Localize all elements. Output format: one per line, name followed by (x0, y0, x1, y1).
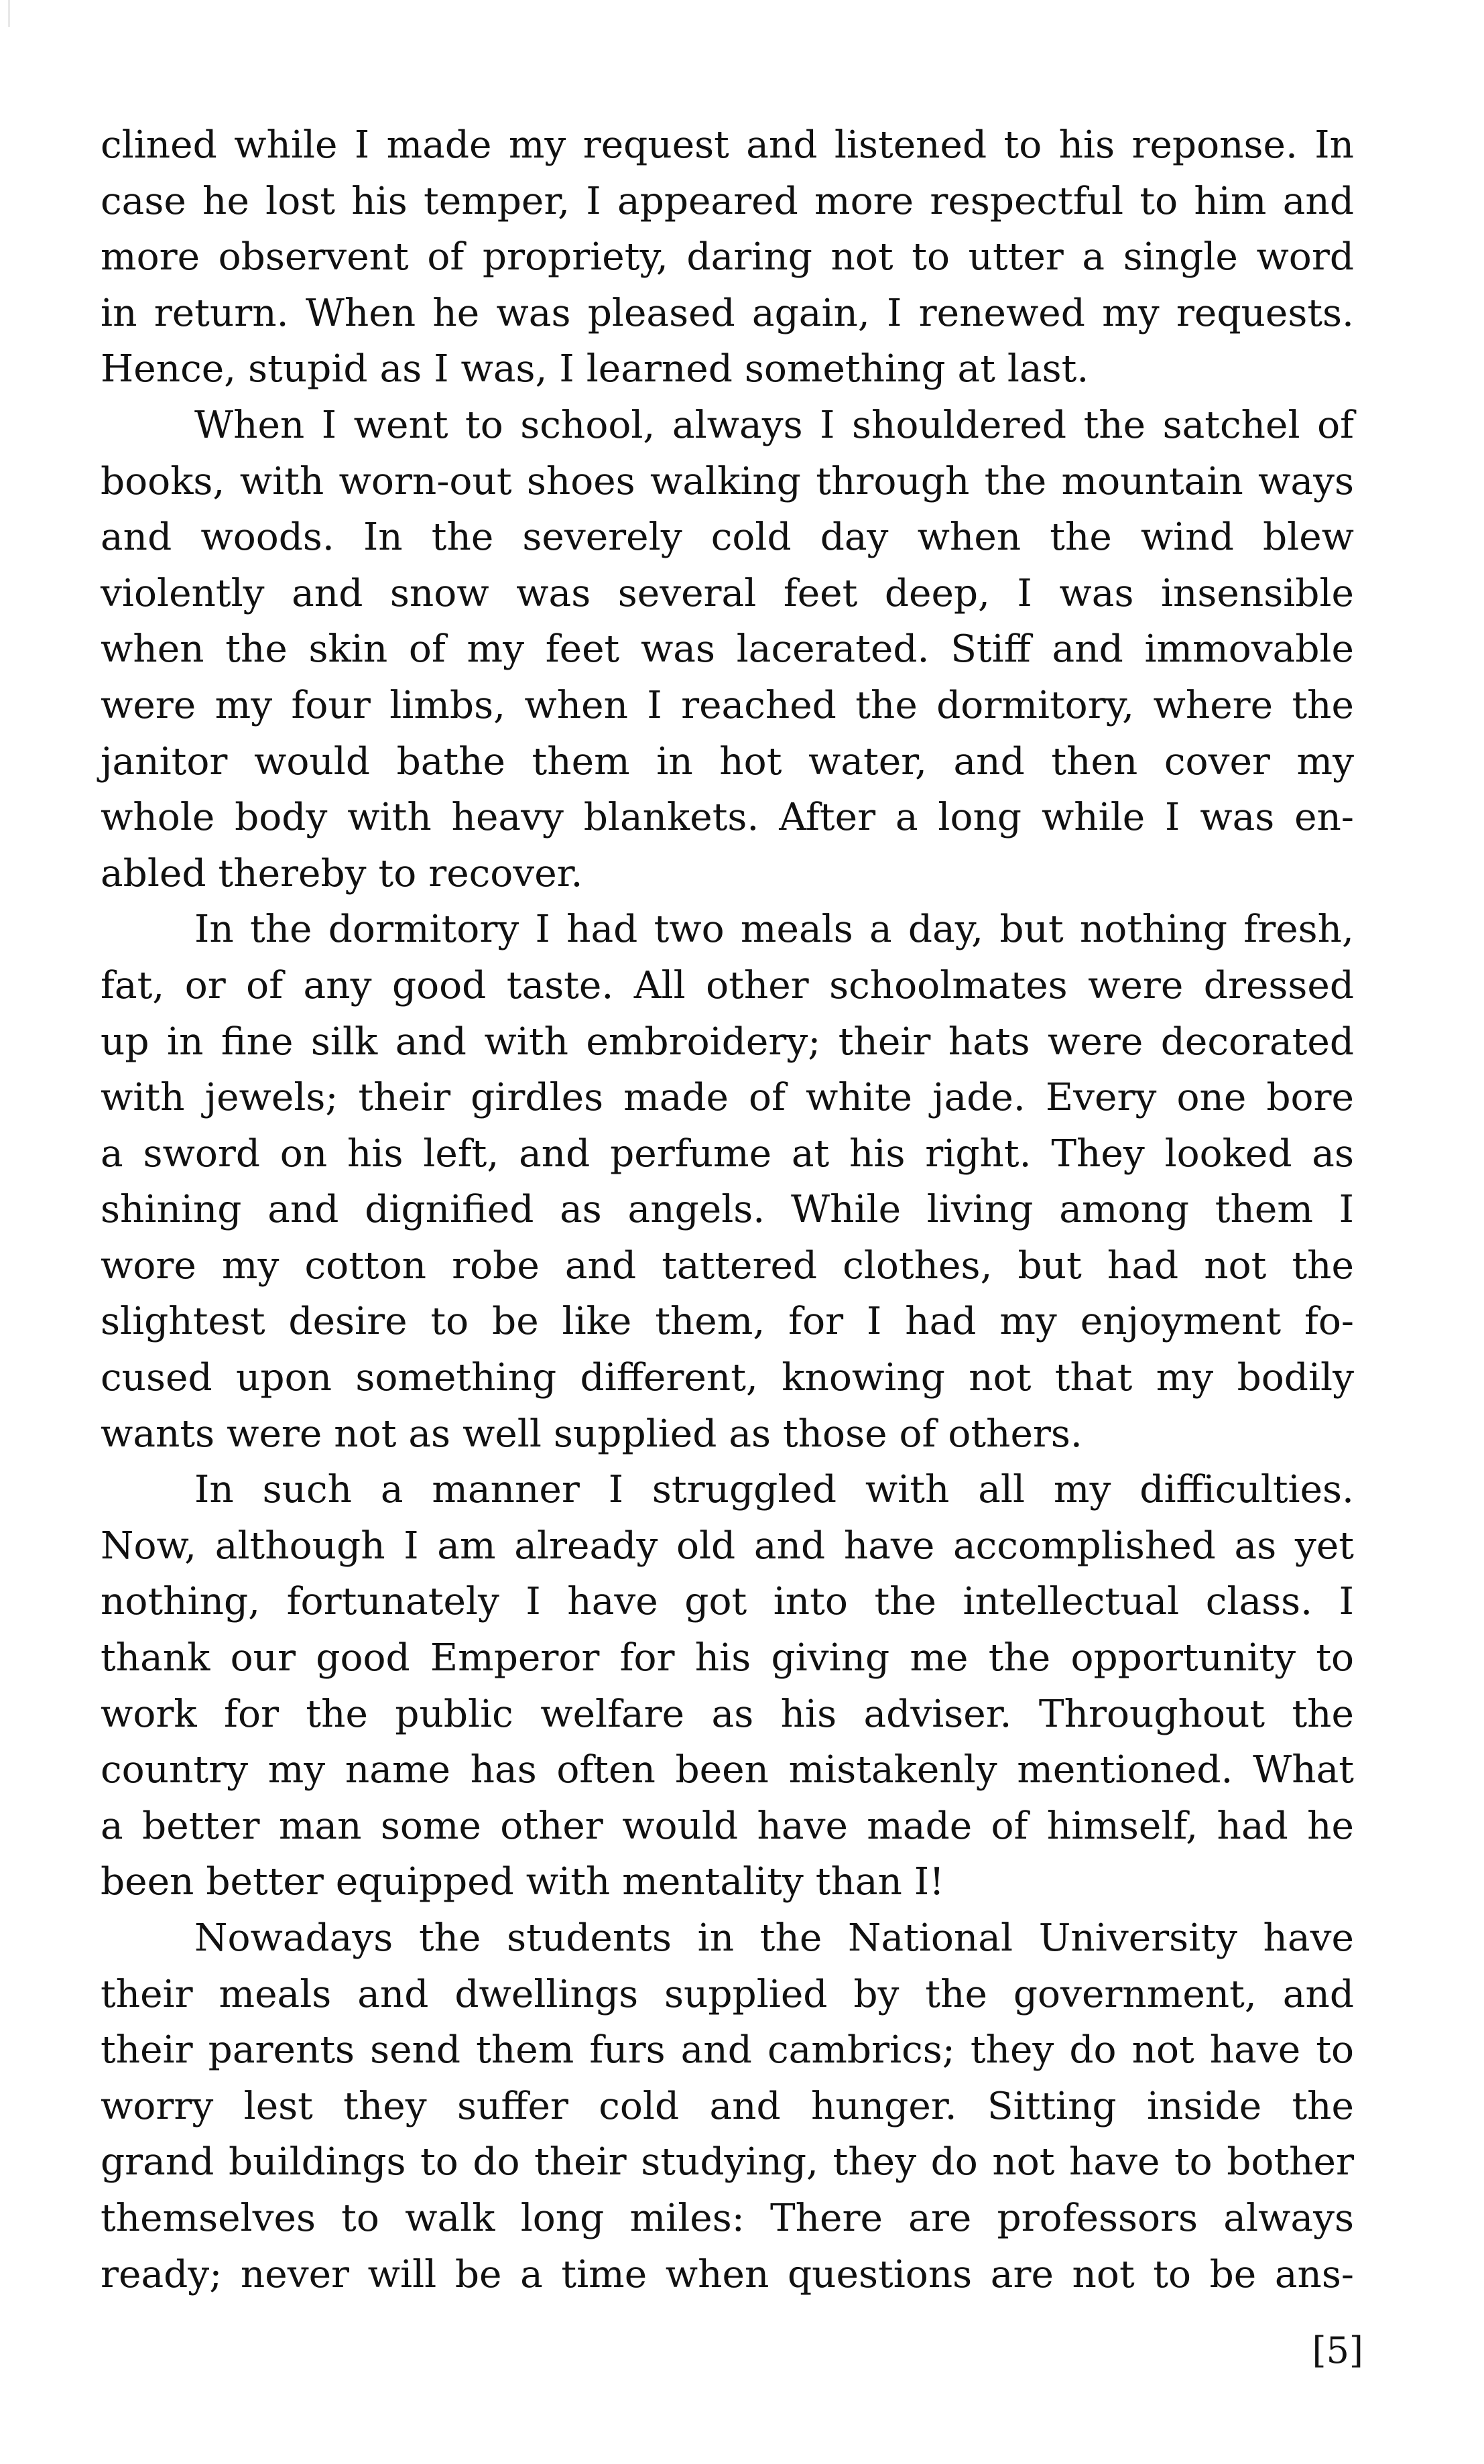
text-line: slightest desire to be like them, for I had my enjoyment fo- (101, 1300, 1354, 1344)
text-line: violently and snow was several feet deep, I was insensible (101, 571, 1354, 615)
text-line: When I went to school, always I shouldered the satchel of (194, 403, 1354, 447)
text-line: up in fine silk and with embroidery; their hats were decorated (101, 1020, 1354, 1064)
text-line: a better man some other would have made of himself, had he (101, 1804, 1354, 1848)
paragraph-4 (101, 1462, 1354, 1910)
text-line: nothing, fortunately I have got into the intellectual class. I (101, 1580, 1354, 1624)
page-number: [5] (1312, 2329, 1363, 2371)
text-line: abled thereby to recover. (101, 851, 583, 896)
text-line: work for the public welfare as his adviser. Throughout the (101, 1692, 1354, 1736)
text-line: cused upon something different, knowing not that my bodily (101, 1356, 1354, 1400)
paragraph-1 (101, 117, 1354, 397)
text-line: their meals and dwellings supplied by the government, and (101, 1972, 1354, 2016)
text-line: were my four limbs, when I reached the dormitory, where the (101, 683, 1354, 727)
text-line: janitor would bathe them in hot water, and then cover my (101, 739, 1354, 784)
scan-edge-mark (8, 0, 10, 27)
text-line: Hence, stupid as I was, I learned something at last. (101, 347, 1089, 391)
text-line: and woods. In the severely cold day when the wind blew (101, 515, 1354, 560)
text-line: their parents send them furs and cambrics; they do not have to (101, 2028, 1354, 2073)
text-line: In the dormitory I had two meals a day, but nothing fresh, (194, 908, 1354, 952)
text-line: worry lest they suffer cold and hunger. Sitting inside the (101, 2084, 1354, 2128)
text-line: thank our good Emperor for his giving me the opportunity to (101, 1636, 1354, 1680)
text-line: been better equipped with mentality than I! (101, 1860, 944, 1904)
paragraph-5 (101, 1910, 1354, 2302)
text-line: Now, although I am already old and have accomplished as yet (101, 1524, 1354, 1568)
paragraph-3 (101, 902, 1354, 1462)
text-line: themselves to walk long miles: There are professors always (101, 2196, 1354, 2240)
text-line: more observent of propriety, daring not to utter a single word (101, 235, 1354, 280)
text-line: a sword on his left, and perfume at his right. They looked as (101, 1131, 1354, 1176)
text-line: wants were not as well supplied as those of others. (101, 1412, 1083, 1456)
text-line: wore my cotton robe and tattered clothes, but had not the (101, 1243, 1354, 1288)
text-line: grand buildings to do their studying, they do not have to bother (101, 2140, 1354, 2184)
text-line: when the skin of my feet was lacerated. Stiff and immovable (101, 627, 1354, 672)
text-line: In such a manner I struggled with all my difficulties. (194, 1468, 1354, 1512)
text-line: shining and dignified as angels. While living among them I (101, 1188, 1354, 1232)
body-text (101, 117, 1354, 2302)
text-line: whole body with heavy blankets. After a long while I was en- (101, 796, 1354, 840)
text-line: ready; never will be a time when questions are not to be ans- (101, 2252, 1354, 2296)
text-line: country my name has often been mistakenly mentioned. What (101, 1748, 1354, 1792)
text-line: Nowadays the students in the National University have (194, 1916, 1354, 1960)
text-line: books, with worn-out shoes walking through the mountain ways (101, 459, 1354, 503)
text-line: fat, or of any good taste. All other schoolmates were dressed (101, 963, 1354, 1007)
text-line: in return. When he was pleased again, I renewed my requests. (101, 291, 1354, 335)
text-line: clined while I made my request and listened to his reponse. In (101, 123, 1354, 167)
paragraph-2 (101, 397, 1354, 902)
text-line: with jewels; their girdles made of white jade. Every one bore (101, 1076, 1354, 1120)
text-line: case he lost his temper, I appeared more respectful to him and (101, 179, 1354, 223)
